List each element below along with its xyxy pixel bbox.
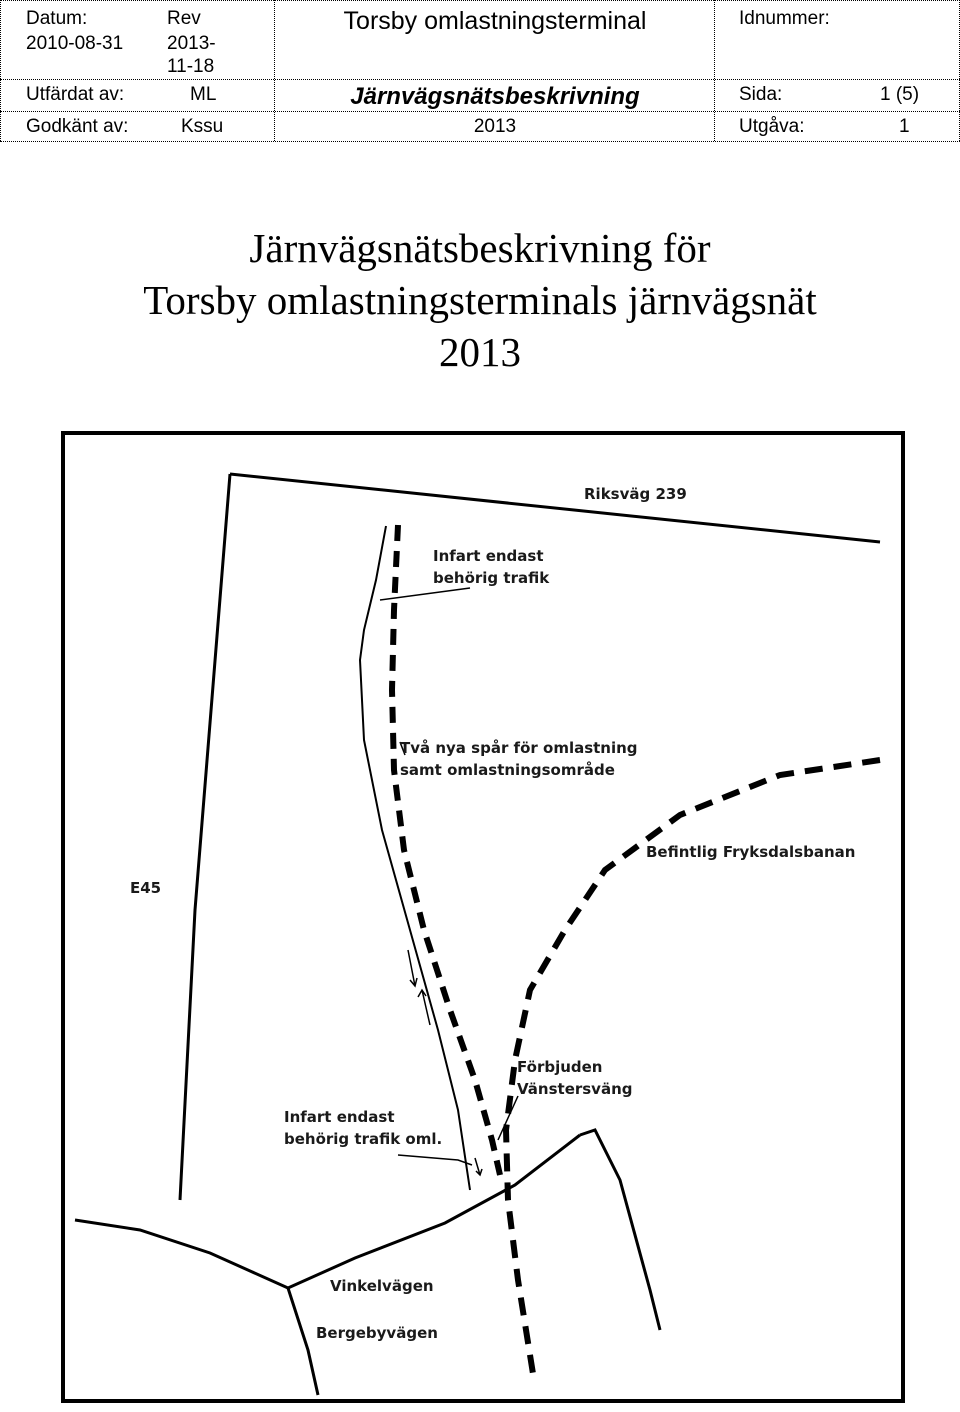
label-infart-bottom-1: Infart endast — [284, 1108, 395, 1126]
label-nya-spar-1: Två nya spår för omlastning — [400, 739, 638, 757]
access-road — [360, 526, 470, 1190]
datum-label: Datum: — [26, 8, 88, 29]
godkant-label: Godkänt av: — [26, 116, 129, 137]
label-riksvag: Riksväg 239 — [584, 485, 687, 503]
road-e45 — [180, 474, 230, 1200]
arrow-down-icon — [475, 1158, 482, 1175]
datum-value: 2010-08-31 — [26, 33, 124, 54]
idnummer-label: Idnummer: — [739, 8, 830, 29]
header-divider — [274, 0, 275, 141]
track-map — [60, 430, 906, 1404]
road-riksvag-239 — [230, 474, 880, 542]
title-line-2: Torsby omlastningsterminals järnvägsnät — [143, 277, 817, 323]
header-divider — [0, 0, 1, 141]
document-header — [0, 0, 960, 142]
header-divider — [714, 0, 715, 141]
label-infart-top-2: behörig trafik — [433, 569, 550, 587]
label-e45: E45 — [130, 879, 162, 897]
sida-value: 1 (5) — [880, 84, 920, 105]
road-bergebyvagen — [288, 1288, 318, 1395]
title-line-3: 2013 — [439, 329, 521, 375]
header-rule — [0, 141, 960, 142]
label-forbjuden-1: Förbjuden — [517, 1058, 603, 1076]
label-infart-top-1: Infart endast — [433, 547, 544, 565]
organization-name: Torsby omlastningsterminal — [343, 7, 647, 35]
document-title — [0, 222, 960, 378]
utfardat-value: ML — [190, 84, 217, 105]
rev-value-line2: 11-18 — [167, 56, 215, 77]
road-east-branch — [580, 1130, 660, 1330]
godkant-value: Kssu — [181, 116, 224, 137]
rev-value-line1: 2013- — [167, 33, 216, 54]
arrow-down-icon — [408, 950, 417, 986]
document-year: 2013 — [473, 116, 517, 137]
header-rule — [0, 111, 960, 112]
new-terminal-track — [392, 525, 500, 1175]
label-bergebyvagen: Bergebyvägen — [316, 1324, 438, 1342]
header-rule — [0, 79, 960, 80]
rev-label: Rev — [167, 8, 201, 29]
utgava-value: 1 — [899, 116, 910, 137]
sida-label: Sida: — [739, 84, 783, 105]
header-rule — [0, 0, 960, 1]
label-fryksdalsbanan: Befintlig Fryksdalsbanan — [646, 843, 856, 861]
utgava-label: Utgåva: — [739, 116, 805, 137]
label-infart-bottom-2: behörig trafik oml. — [284, 1130, 443, 1148]
title-line-1: Järnvägsnätsbeskrivning för — [249, 225, 711, 271]
label-forbjuden-2: Vänstersväng — [517, 1080, 633, 1098]
label-nya-spar-2: samt omlastningsområde — [400, 761, 615, 779]
label-vinkelvagen: Vinkelvägen — [330, 1277, 434, 1295]
document-name: Järnvägsnätsbeskrivning — [350, 83, 640, 110]
utfardat-label: Utfärdat av: — [26, 84, 125, 105]
leader-line-infart-bottom — [398, 1155, 472, 1165]
